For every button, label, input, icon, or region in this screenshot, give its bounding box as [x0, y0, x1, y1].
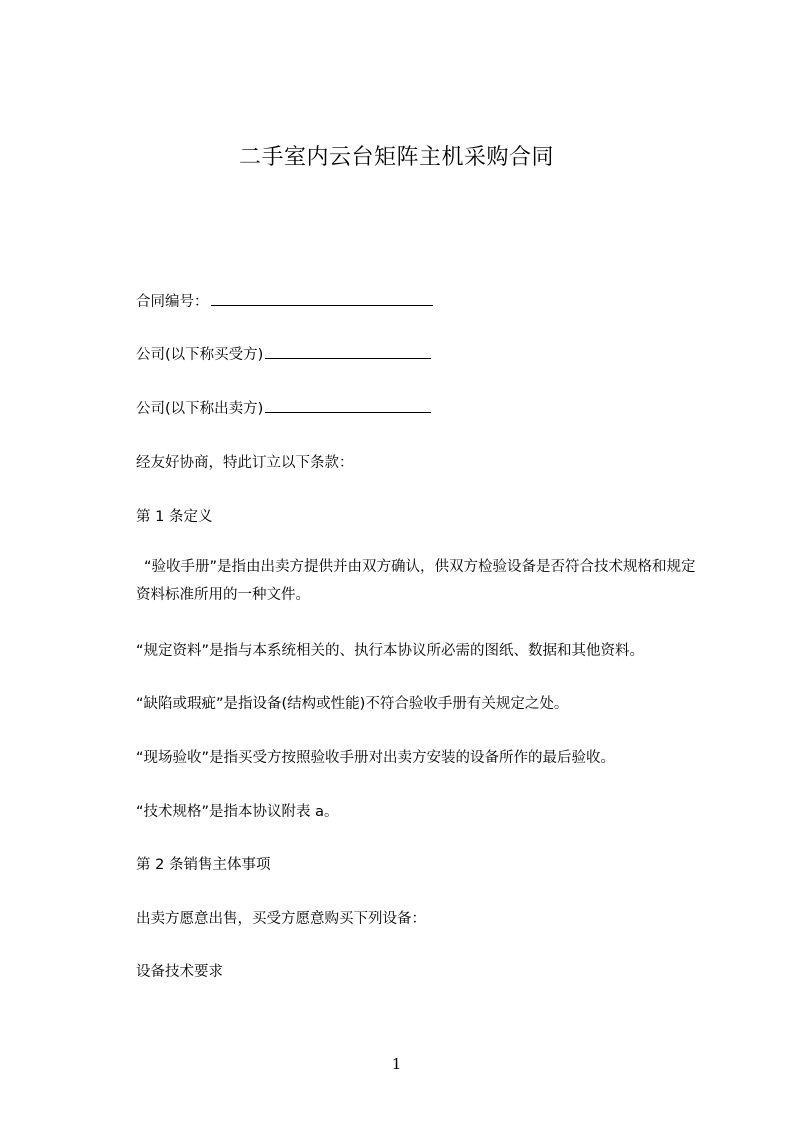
buyer-line — [136, 343, 431, 364]
article-1-heading: 第 1 条定义 — [136, 509, 213, 525]
document-title: 二手室内云台矩阵主机采购合同 — [238, 145, 554, 170]
definition-acceptance-manual — [136, 553, 708, 609]
definition-technical-specs: “技术规格”是指本协议附表 a。 — [136, 804, 339, 820]
contract-number-line — [136, 290, 433, 311]
definition-defects: “缺陷或瑕疵”是指设备(结构或性能)不符合验收手册有关规定之处。 — [136, 696, 569, 712]
article-2-heading: 第 2 条销售主体事项 — [136, 857, 271, 873]
contract-number-blank — [211, 290, 433, 306]
intro-text: 经友好协商，特此订立以下条款： — [136, 455, 354, 471]
definition-site-acceptance: “现场验收”是指买受方按照验收手册对出卖方安装的设备所作的最后验收。 — [136, 750, 616, 766]
equipment-requirements-heading: 设备技术要求 — [136, 964, 223, 980]
seller-blank — [265, 397, 431, 413]
definition-specified-data: “规定资料”是指与本系统相关的、执行本协议所必需的图纸、数据和其他资料。 — [136, 643, 645, 659]
buyer-label: 公司(以下称买受方) — [136, 347, 264, 363]
page-number: 1 — [391, 1055, 402, 1073]
seller-label: 公司(以下称出卖方) — [136, 401, 264, 417]
contract-number-label: 合同编号： — [136, 294, 209, 310]
seller-line — [136, 397, 431, 418]
sale-statement: 出卖方愿意出售，买受方愿意购买下列设备： — [136, 911, 426, 927]
buyer-blank — [265, 343, 431, 359]
definition-acceptance-manual-text: “验收手册”是指由出卖方提供并由双方确认，供双方检验设备是否符合技术规格和规定资料标准所用的一种文件。 — [136, 559, 696, 603]
